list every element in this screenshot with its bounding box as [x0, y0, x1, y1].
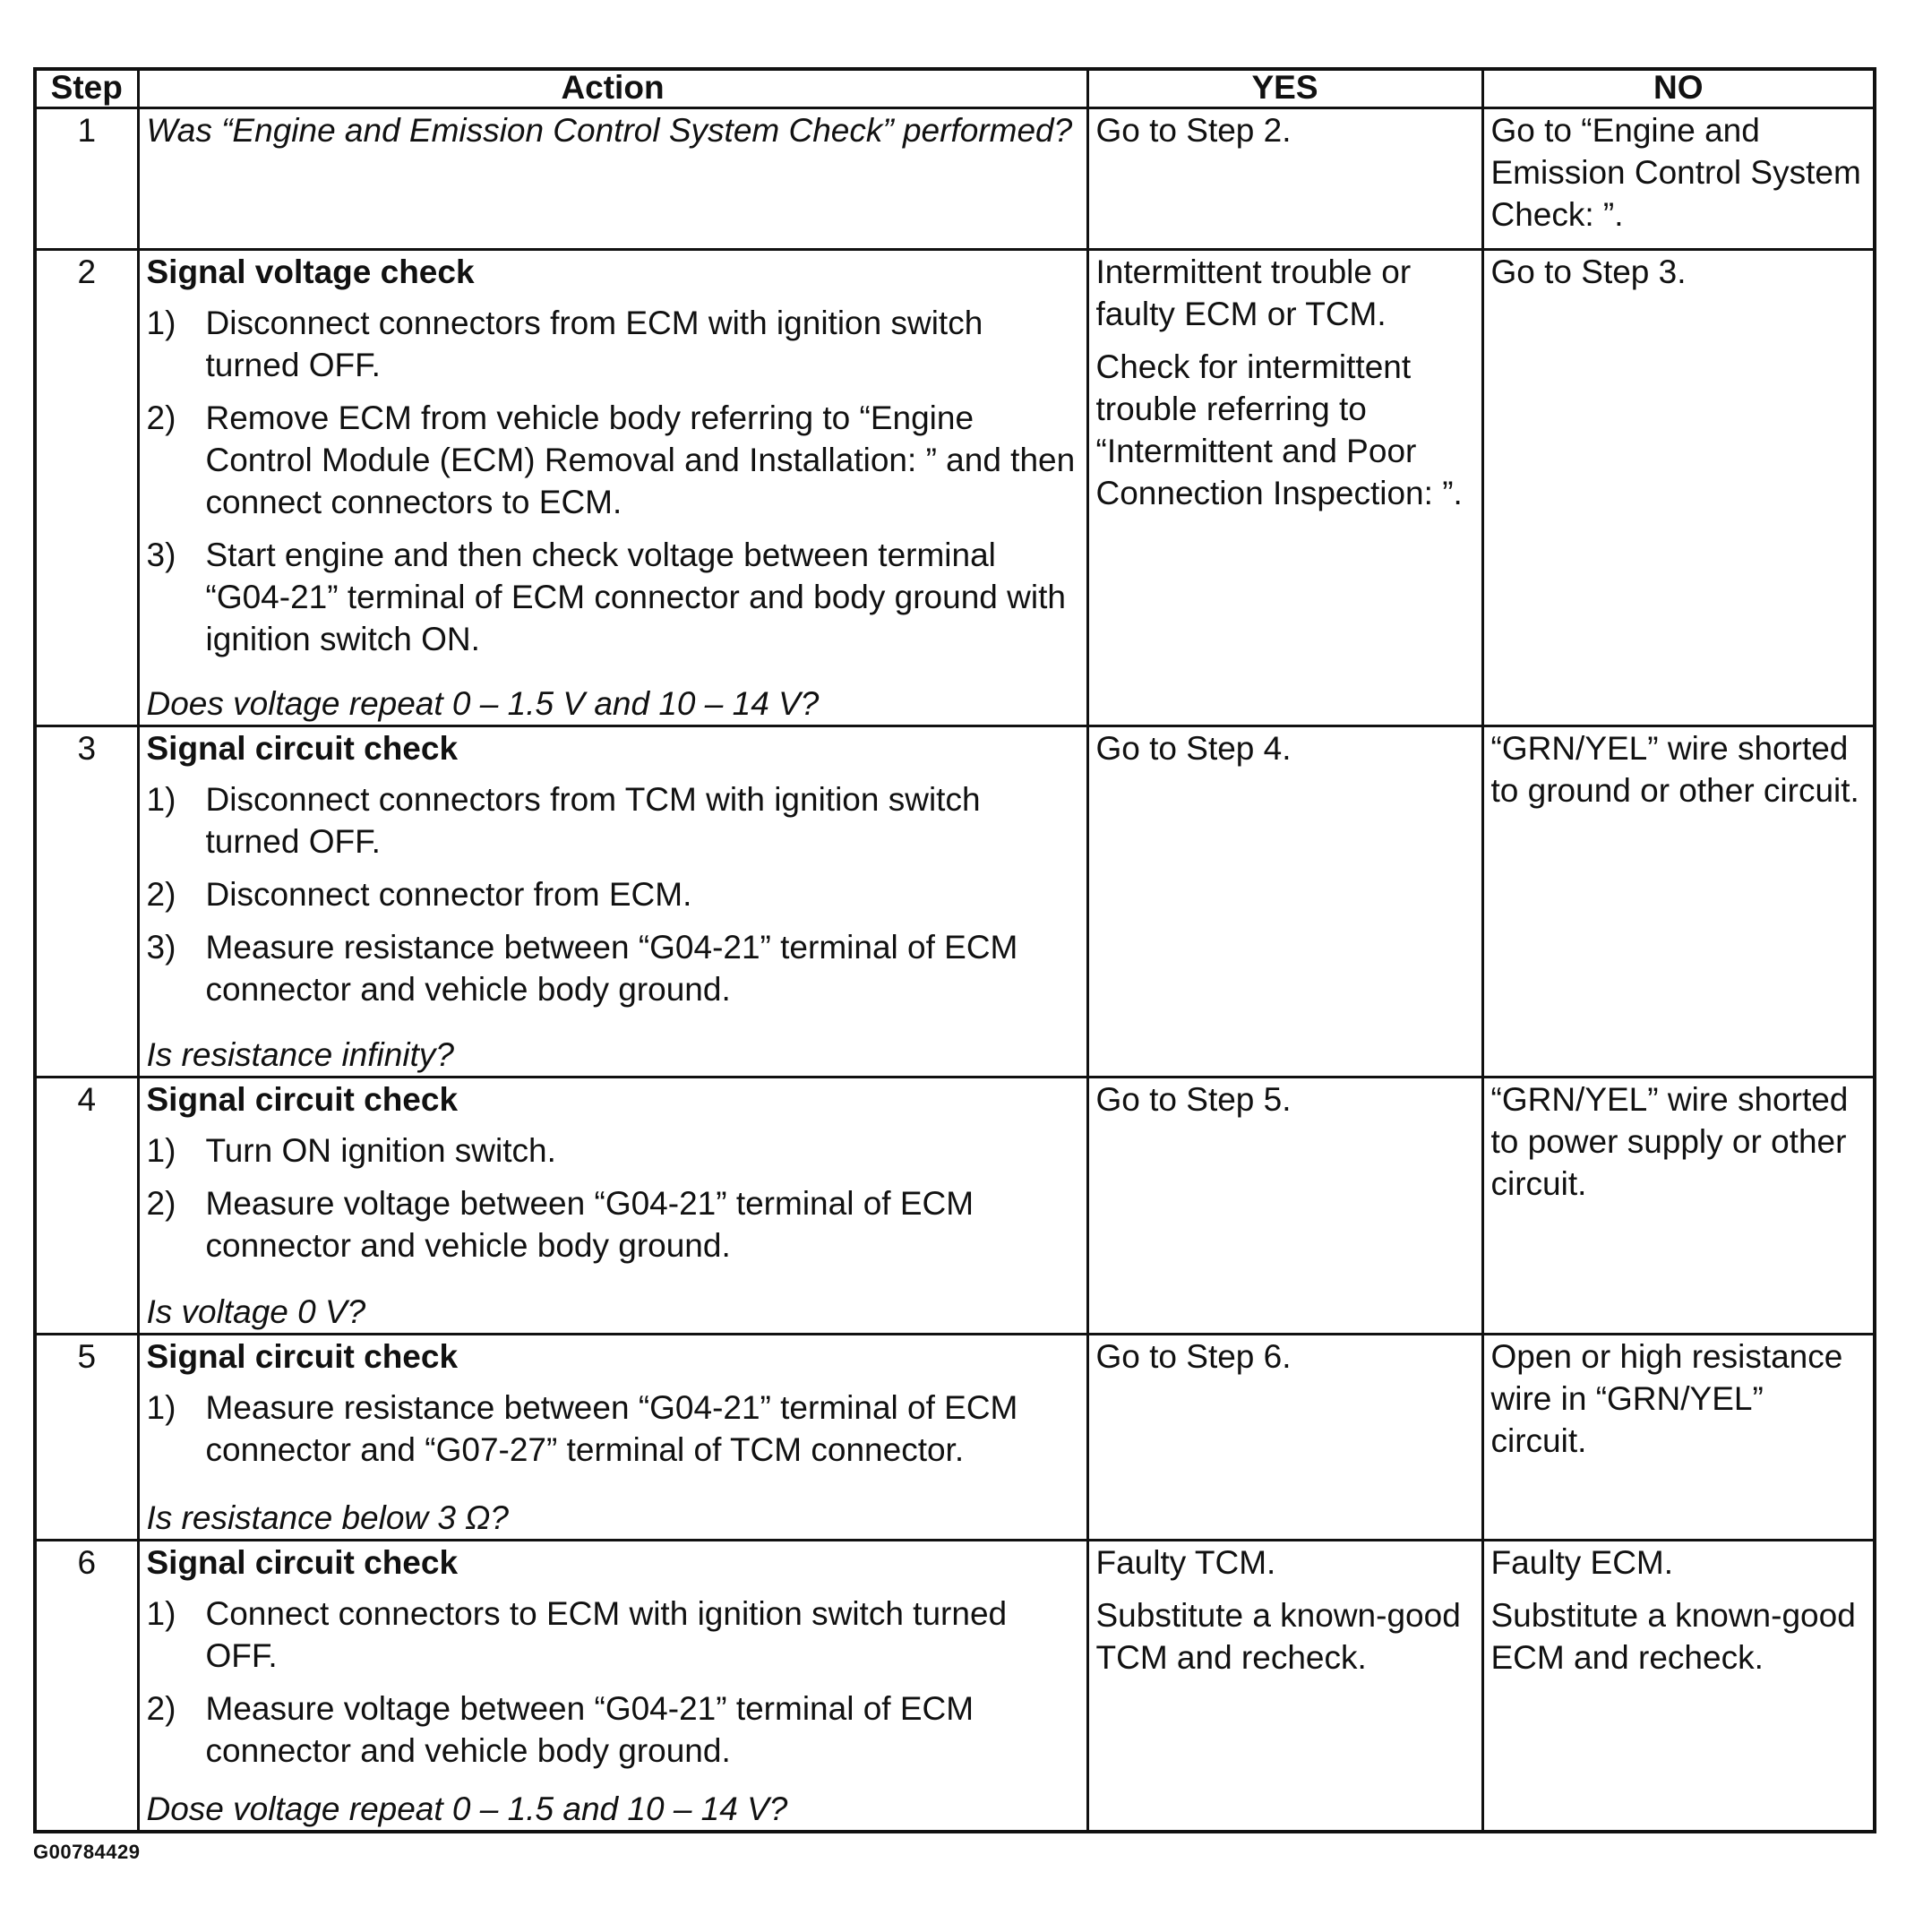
substep-list: [147, 1593, 1079, 1772]
yes-cell: [1087, 108, 1482, 250]
substep-text: Measure resistance between “G04-21” terminal of ECM connector and vehicle body ground.: [205, 929, 1018, 1008]
step-number: 3: [35, 726, 138, 1078]
substep-text: Connect connectors to ECM with ignition switch turned OFF.: [205, 1595, 1008, 1674]
yes-text: Go to Step 6.: [1095, 1338, 1292, 1375]
no-cell: [1482, 726, 1875, 1078]
substep-item: [147, 778, 1079, 863]
substep-item: [147, 1182, 1079, 1267]
no-text: Substitute a known-good ECM and recheck.: [1490, 1597, 1856, 1676]
figure-id: G00784429: [33, 1841, 141, 1863]
yes-text: Go to Step 2.: [1095, 112, 1292, 149]
yes-text: Check for intermittent trouble referring to “Intermittent and Poor Connection Inspection: ”.: [1095, 348, 1463, 511]
table-row: [35, 250, 1875, 726]
action-cell: [138, 726, 1087, 1078]
action-question: Dose voltage repeat 0 – 1.5 and 10 – 14 V?: [146, 1790, 788, 1827]
substep-list: [147, 1129, 1079, 1267]
no-cell: [1482, 108, 1875, 250]
substep-item: [147, 926, 1079, 1010]
substep-number: 3): [146, 929, 176, 966]
substep-number: 1): [146, 305, 176, 341]
action-title: Signal circuit check: [146, 1338, 459, 1375]
substep-list: [147, 302, 1079, 660]
table-row: [35, 108, 1875, 250]
action-title: Signal voltage check: [146, 253, 475, 290]
yes-text: Go to Step 5.: [1095, 1081, 1292, 1118]
substep-list: [147, 778, 1079, 1010]
action-question: Is resistance infinity?: [146, 1036, 454, 1073]
step-number: 2: [35, 250, 138, 726]
substep-text: Measure voltage between “G04-21” terminal of ECM connector and vehicle body ground.: [205, 1185, 974, 1264]
table-row: [35, 726, 1875, 1078]
substep-number: 1): [146, 1595, 176, 1632]
action-cell: [138, 1078, 1087, 1335]
action-cell: [138, 1335, 1087, 1541]
substep-text: Remove ECM from vehicle body referring to “Engine Control Module (ECM) Removal and Installation: ” and then connect connectors to ECM.: [205, 399, 1076, 520]
substep-text: Start engine and then check voltage between terminal “G04-21” terminal of ECM connector and body ground with ignition switch ON.: [205, 537, 1066, 657]
header-row: [35, 69, 1875, 108]
step-number: 6: [35, 1541, 138, 1832]
no-text: Go to “Engine and Emission Control System Check: ”.: [1490, 112, 1861, 233]
substep-item: [147, 1687, 1079, 1772]
step-number: 5: [35, 1335, 138, 1541]
header-no: NO: [1482, 69, 1875, 108]
action-question: Does voltage repeat 0 – 1.5 V and 10 – 14 V?: [146, 685, 820, 722]
no-cell: [1482, 1541, 1875, 1832]
action-cell: [138, 250, 1087, 726]
yes-text: Go to Step 4.: [1095, 730, 1292, 767]
action-title: Signal circuit check: [146, 1081, 459, 1118]
diagnostic-table: [33, 67, 1876, 1833]
step-number: 4: [35, 1078, 138, 1335]
yes-cell: [1087, 726, 1482, 1078]
no-cell: [1482, 1335, 1875, 1541]
action-cell: [138, 108, 1087, 250]
yes-cell: [1087, 250, 1482, 726]
substep-number: 2): [146, 876, 176, 913]
substep-number: 2): [146, 1185, 176, 1222]
substep-text: Measure voltage between “G04-21” terminal of ECM connector and vehicle body ground.: [205, 1690, 974, 1769]
no-cell: [1482, 1078, 1875, 1335]
yes-text: Substitute a known-good TCM and recheck.: [1095, 1597, 1461, 1676]
yes-cell: [1087, 1541, 1482, 1832]
action-lead: Was “Engine and Emission Control System Check” performed?: [146, 112, 1073, 149]
substep-text: Disconnect connector from ECM.: [205, 876, 692, 913]
action-question: Is voltage 0 V?: [146, 1293, 366, 1330]
no-text: Faulty ECM.: [1490, 1544, 1674, 1581]
table-body: [35, 108, 1875, 1832]
action-cell: [138, 1541, 1087, 1832]
substep-number: 1): [146, 1389, 176, 1426]
substep-text: Measure resistance between “G04-21” terminal of ECM connector and “G07-27” terminal of TCM connector.: [205, 1389, 1018, 1468]
no-cell: [1482, 250, 1875, 726]
substep-item: [147, 302, 1079, 386]
no-text: “GRN/YEL” wire shorted to power supply or other circuit.: [1490, 1081, 1849, 1202]
no-text: “GRN/YEL” wire shorted to ground or other circuit.: [1490, 730, 1859, 809]
table-row: [35, 1335, 1875, 1541]
yes-cell: [1087, 1335, 1482, 1541]
yes-cell: [1087, 1078, 1482, 1335]
substep-number: 3): [146, 537, 176, 573]
substep-item: [147, 1129, 1079, 1172]
header-step: Step: [35, 69, 138, 108]
substep-text: Disconnect connectors from TCM with ignition switch turned OFF.: [205, 781, 981, 860]
action-title: Signal circuit check: [146, 730, 459, 767]
substep-text: Turn ON ignition switch.: [205, 1132, 556, 1169]
table-row: [35, 1541, 1875, 1832]
no-text: Go to Step 3.: [1490, 253, 1687, 290]
step-number: 1: [35, 108, 138, 250]
substep-list: [147, 1387, 1079, 1471]
substep-item: [147, 534, 1079, 660]
header-yes: YES: [1087, 69, 1482, 108]
no-text: Open or high resistance wire in “GRN/YEL” circuit.: [1490, 1338, 1843, 1459]
substep-item: [147, 1593, 1079, 1677]
action-title: Signal circuit check: [146, 1544, 459, 1581]
substep-item: [147, 873, 1079, 915]
action-question: Is resistance below 3 Ω?: [146, 1499, 510, 1536]
yes-text: Faulty TCM.: [1095, 1544, 1276, 1581]
substep-number: 2): [146, 399, 176, 436]
header-action: Action: [138, 69, 1087, 108]
yes-text: Intermittent trouble or faulty ECM or TCM.: [1095, 253, 1412, 332]
table-row: [35, 1078, 1875, 1335]
substep-number: 1): [146, 1132, 176, 1169]
substep-text: Disconnect connectors from ECM with ignition switch turned OFF.: [205, 305, 983, 383]
substep-item: [147, 397, 1079, 523]
substep-number: 2): [146, 1690, 176, 1727]
substep-number: 1): [146, 781, 176, 818]
substep-item: [147, 1387, 1079, 1471]
